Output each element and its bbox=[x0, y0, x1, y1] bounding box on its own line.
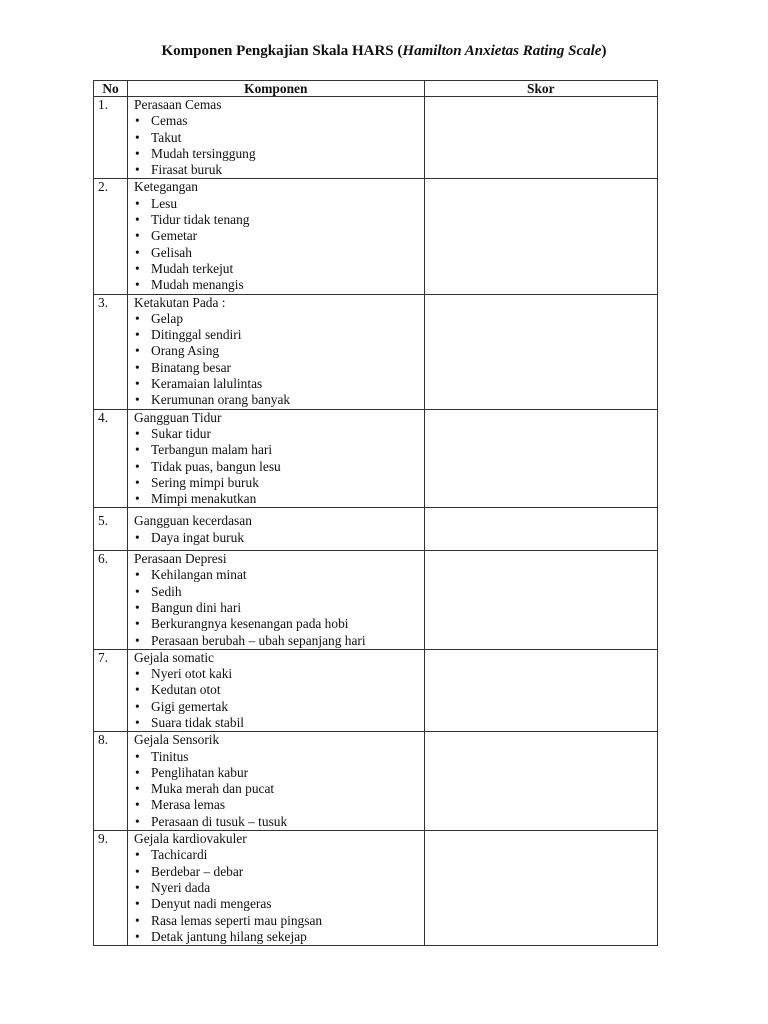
list-item bbox=[134, 616, 424, 632]
table-row bbox=[94, 97, 658, 179]
list-item bbox=[134, 864, 424, 880]
list-item-text: Mudah tersinggung bbox=[151, 145, 256, 161]
bullet-icon: • bbox=[135, 583, 140, 599]
komponen-cell bbox=[128, 831, 425, 946]
list-item-text: Orang Asing bbox=[151, 343, 220, 359]
list-item-text: Nyeri otot kaki bbox=[151, 666, 233, 682]
symptom-list bbox=[134, 113, 424, 178]
bullet-icon: • bbox=[135, 145, 140, 161]
list-item bbox=[134, 130, 424, 146]
row-number: 3. bbox=[94, 294, 128, 409]
list-item-text: Nyeri dada bbox=[151, 879, 211, 895]
list-item-text: Gelap bbox=[151, 310, 184, 326]
bullet-icon: • bbox=[135, 928, 140, 944]
list-item bbox=[134, 459, 424, 475]
table-row bbox=[94, 649, 658, 731]
table-header-row bbox=[94, 81, 658, 97]
list-item bbox=[134, 715, 424, 731]
list-item bbox=[134, 749, 424, 765]
list-item bbox=[134, 666, 424, 682]
list-item-text: Suara tidak stabil bbox=[151, 714, 245, 730]
list-item-text: Gigi gemertak bbox=[151, 698, 229, 714]
list-item bbox=[134, 196, 424, 212]
bullet-icon: • bbox=[135, 343, 140, 359]
title-italic: Hamilton Anxietas Rating Scale bbox=[402, 43, 602, 59]
list-item bbox=[134, 146, 424, 162]
list-item-text: Merasa lemas bbox=[151, 797, 226, 813]
komponen-cell bbox=[128, 551, 425, 650]
symptom-list bbox=[134, 847, 424, 945]
komponen-heading: Gejala kardiovakuler bbox=[134, 831, 247, 847]
komponen-heading: Ketegangan bbox=[134, 179, 198, 195]
list-item-text: Sedih bbox=[151, 583, 182, 599]
bullet-icon: • bbox=[135, 666, 140, 682]
list-item-text: Rasa lemas seperti mau pingsan bbox=[151, 912, 323, 928]
list-item-text: Sukar tidur bbox=[151, 425, 211, 441]
list-item-text: Binatang besar bbox=[151, 359, 231, 375]
bullet-icon: • bbox=[135, 244, 140, 260]
list-item-text: Cemas bbox=[151, 113, 188, 129]
table-row bbox=[94, 409, 658, 508]
symptom-list bbox=[134, 426, 424, 507]
row-number: 5. bbox=[94, 508, 128, 551]
bullet-icon: • bbox=[135, 129, 140, 145]
bullet-icon: • bbox=[135, 310, 140, 326]
bullet-icon: • bbox=[135, 599, 140, 615]
komponen-cell bbox=[128, 508, 425, 551]
komponen-heading: Perasaan Depresi bbox=[134, 551, 227, 567]
bullet-icon: • bbox=[135, 458, 140, 474]
list-item-text: Berdebar – debar bbox=[151, 863, 244, 879]
list-item bbox=[134, 765, 424, 781]
list-item bbox=[134, 584, 424, 600]
list-item bbox=[134, 162, 424, 178]
list-item-text: Kehilangan minat bbox=[151, 567, 247, 583]
list-item bbox=[134, 212, 424, 228]
list-item bbox=[134, 797, 424, 813]
bullet-icon: • bbox=[135, 698, 140, 714]
table-body bbox=[94, 97, 658, 946]
bullet-icon: • bbox=[135, 491, 140, 507]
row-number: 2. bbox=[94, 179, 128, 294]
list-item bbox=[134, 600, 424, 616]
list-item bbox=[134, 633, 424, 649]
title-suffix: ) bbox=[601, 43, 607, 59]
list-item bbox=[134, 426, 424, 442]
bullet-icon: • bbox=[135, 376, 140, 392]
list-item-text: Berkurangnya kesenangan pada hobi bbox=[151, 616, 349, 632]
list-item-text: Tidak puas, bangun lesu bbox=[151, 458, 281, 474]
list-item-text: Gelisah bbox=[151, 244, 192, 260]
bullet-icon: • bbox=[135, 912, 140, 928]
bullet-icon: • bbox=[135, 359, 140, 375]
list-item bbox=[134, 847, 424, 863]
header-skor: Skor bbox=[424, 81, 657, 97]
list-item bbox=[134, 896, 424, 912]
header-komponen: Komponen bbox=[128, 81, 425, 97]
komponen-cell bbox=[128, 179, 425, 294]
list-item-text: Firasat buruk bbox=[151, 162, 223, 178]
list-item bbox=[134, 475, 424, 491]
list-item bbox=[134, 277, 424, 293]
bullet-icon: • bbox=[135, 195, 140, 211]
bullet-icon: • bbox=[135, 392, 140, 408]
list-item-text: Ditinggal sendiri bbox=[151, 327, 242, 343]
bullet-icon: • bbox=[135, 442, 140, 458]
bullet-icon: • bbox=[135, 113, 140, 129]
list-item-text: Detak jantung hilang sekejap bbox=[151, 928, 307, 944]
list-item-text: Daya ingat buruk bbox=[151, 529, 245, 545]
list-item-text: Penglihatan kabur bbox=[151, 764, 249, 780]
bullet-icon: • bbox=[135, 863, 140, 879]
komponen-cell bbox=[128, 294, 425, 409]
bullet-icon: • bbox=[135, 682, 140, 698]
list-item-text: Muka merah dan pucat bbox=[151, 781, 275, 797]
skor-cell[interactable] bbox=[424, 179, 657, 294]
list-item-text: Lesu bbox=[151, 195, 178, 211]
list-item bbox=[134, 360, 424, 376]
list-item-text: Gemetar bbox=[151, 228, 198, 244]
skor-cell[interactable] bbox=[424, 551, 657, 650]
list-item-text: Tachicardi bbox=[151, 847, 208, 863]
list-item-text: Kedutan otot bbox=[151, 682, 221, 698]
komponen-cell bbox=[128, 97, 425, 179]
list-item-text: Perasaan di tusuk – tusuk bbox=[151, 813, 288, 829]
bullet-icon: • bbox=[135, 260, 140, 276]
list-item bbox=[134, 245, 424, 261]
list-item bbox=[134, 781, 424, 797]
table-row bbox=[94, 508, 658, 551]
bullet-icon: • bbox=[135, 813, 140, 829]
bullet-icon: • bbox=[135, 616, 140, 632]
skor-cell[interactable] bbox=[424, 409, 657, 508]
komponen-cell bbox=[128, 732, 425, 831]
symptom-list bbox=[134, 311, 424, 409]
table-row bbox=[94, 179, 658, 294]
list-item bbox=[134, 343, 424, 359]
list-item bbox=[134, 442, 424, 458]
list-item bbox=[134, 567, 424, 583]
row-number: 9. bbox=[94, 831, 128, 946]
table-row bbox=[94, 551, 658, 650]
skor-cell[interactable] bbox=[424, 508, 657, 551]
bullet-icon: • bbox=[135, 797, 140, 813]
list-item bbox=[134, 814, 424, 830]
list-item bbox=[134, 261, 424, 277]
list-item-text: Denyut nadi mengeras bbox=[151, 896, 272, 912]
bullet-icon: • bbox=[135, 764, 140, 780]
bullet-icon: • bbox=[135, 632, 140, 648]
list-item bbox=[134, 311, 424, 327]
list-item bbox=[134, 113, 424, 129]
bullet-icon: • bbox=[135, 529, 140, 545]
skor-cell[interactable] bbox=[424, 294, 657, 409]
bullet-icon: • bbox=[135, 567, 140, 583]
row-number: 6. bbox=[94, 551, 128, 650]
komponen-heading: Gejala somatic bbox=[134, 649, 214, 665]
hars-table bbox=[93, 80, 658, 946]
symptom-list bbox=[134, 749, 424, 830]
bullet-icon: • bbox=[135, 277, 140, 293]
page-title bbox=[0, 42, 768, 60]
list-item bbox=[134, 530, 424, 546]
bullet-icon: • bbox=[135, 714, 140, 730]
header-no: No bbox=[94, 81, 128, 97]
title-prefix: Komponen Pengkajian Skala HARS ( bbox=[161, 43, 403, 59]
komponen-heading: Perasaan Cemas bbox=[134, 97, 222, 112]
skor-cell[interactable] bbox=[424, 831, 657, 946]
table-row bbox=[94, 732, 658, 831]
komponen-heading: Gangguan Tidur bbox=[134, 409, 222, 425]
symptom-list bbox=[134, 196, 424, 294]
list-item-text: Bangun dini hari bbox=[151, 599, 242, 615]
komponen-cell bbox=[128, 409, 425, 508]
skor-cell[interactable] bbox=[424, 649, 657, 731]
symptom-list bbox=[134, 567, 424, 648]
list-item bbox=[134, 929, 424, 945]
komponen-heading: Gangguan kecerdasan bbox=[134, 513, 252, 529]
bullet-icon: • bbox=[135, 212, 140, 228]
bullet-icon: • bbox=[135, 425, 140, 441]
bullet-icon: • bbox=[135, 748, 140, 764]
table-row bbox=[94, 294, 658, 409]
row-number: 8. bbox=[94, 732, 128, 831]
table-row bbox=[94, 831, 658, 946]
list-item-text: Takut bbox=[151, 129, 182, 145]
list-item bbox=[134, 392, 424, 408]
bullet-icon: • bbox=[135, 781, 140, 797]
list-item-text: Tidur tidak tenang bbox=[151, 212, 250, 228]
list-item-text: Kerumunan orang banyak bbox=[151, 392, 291, 408]
list-item-text: Sering mimpi buruk bbox=[151, 474, 259, 490]
skor-cell[interactable] bbox=[424, 732, 657, 831]
symptom-list bbox=[134, 666, 424, 731]
list-item-text: Tinitus bbox=[151, 748, 189, 764]
list-item bbox=[134, 880, 424, 896]
symptom-list bbox=[134, 530, 424, 546]
komponen-cell bbox=[128, 649, 425, 731]
row-number: 1. bbox=[94, 97, 128, 179]
bullet-icon: • bbox=[135, 228, 140, 244]
list-item bbox=[134, 699, 424, 715]
bullet-icon: • bbox=[135, 162, 140, 178]
list-item-text: Keramaian lalulintas bbox=[151, 376, 263, 392]
bullet-icon: • bbox=[135, 879, 140, 895]
komponen-heading: Gejala Sensorik bbox=[134, 732, 220, 748]
list-item-text: Perasaan berubah – ubah sepanjang hari bbox=[151, 632, 366, 648]
bullet-icon: • bbox=[135, 474, 140, 490]
bullet-icon: • bbox=[135, 847, 140, 863]
row-number: 7. bbox=[94, 649, 128, 731]
list-item-text: Terbangun malam hari bbox=[151, 442, 273, 458]
row-number: 4. bbox=[94, 409, 128, 508]
skor-cell[interactable] bbox=[424, 97, 657, 179]
list-item-text: Mudah menangis bbox=[151, 277, 244, 293]
list-item bbox=[134, 682, 424, 698]
komponen-heading: Ketakutan Pada : bbox=[134, 294, 226, 310]
bullet-icon: • bbox=[135, 896, 140, 912]
list-item-text: Mudah terkejut bbox=[151, 260, 234, 276]
list-item bbox=[134, 491, 424, 507]
bullet-icon: • bbox=[135, 327, 140, 343]
list-item bbox=[134, 327, 424, 343]
list-item bbox=[134, 376, 424, 392]
list-item bbox=[134, 913, 424, 929]
list-item-text: Mimpi menakutkan bbox=[151, 491, 257, 507]
list-item bbox=[134, 228, 424, 244]
